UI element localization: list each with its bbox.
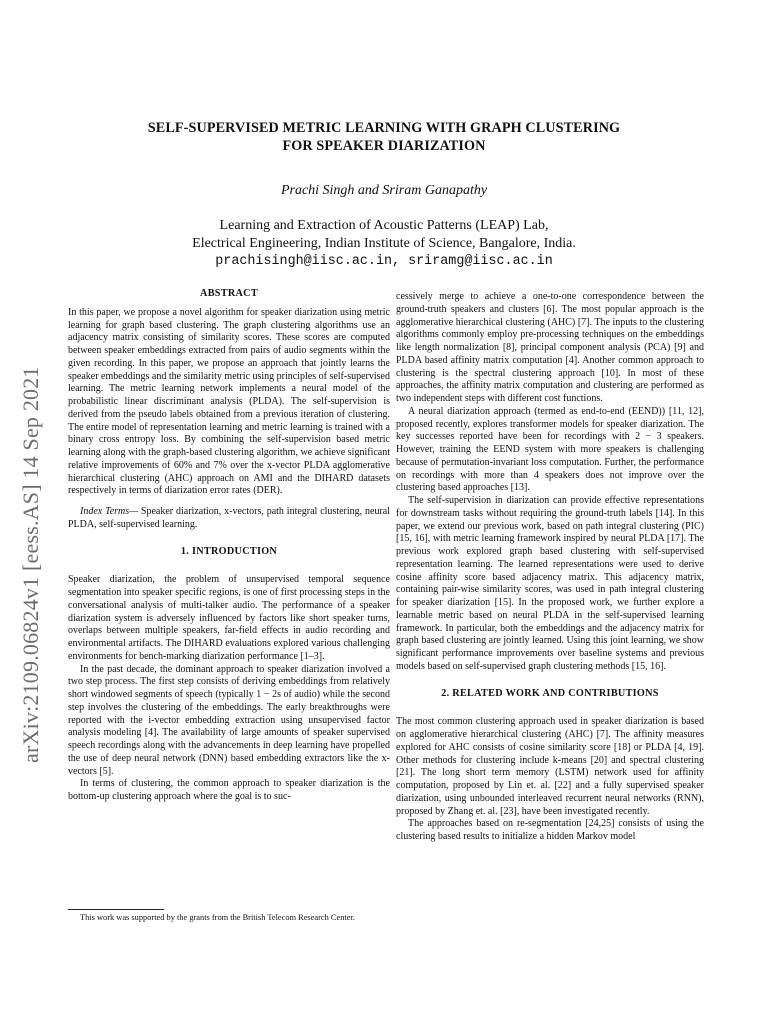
footnote: This work was supported by the grants from the British Telecom Research Center.: [80, 913, 355, 922]
right-column: [396, 291, 704, 844]
index-terms: [68, 506, 390, 532]
title-line: SELF-SUPERVISED METRIC LEARNING WITH GRAPH CLUSTERING: [147, 120, 621, 136]
paper-header: [60, 120, 708, 271]
affiliation-line: Electrical Engineering, Indian Institute of Science, Bangalore, India.: [192, 236, 576, 251]
footnote-divider: [68, 909, 164, 910]
abstract-text: In this paper, we propose a novel algorithm for speaker diarization using metric learning for graph based clustering. The graph clustering algorithms use an adjacency matrix consisting of similarity scores. These scores are computed between speaker embeddings extracted from pairs of audio segments within the given recording. In this paper, we propose an approach that jointly learns the speaker embeddings and the similarity metric using principles of self-supervised learning. The metric learning network implements a neural model of the probabilistic linear discriminant analysis (PLDA). The self-supervision is derived from the pseudo labels obtained from a previous iteration of clustering. The entire model of representation learning and metric learning is trained with a binary cross entropy loss. By combining the self-supervision based metric learning along with the graph-based clustering algorithm, we achieve significant relative improvements of 60% and 7% over the x-vector PLDA agglomerative hierarchical clustering (AHC) approach on AMI and the DIHARD datasets respectively in terms of diarization error rates (DER).: [68, 306, 390, 497]
affiliation-line: Learning and Extraction of Acoustic Patterns (LEAP) Lab,: [219, 218, 549, 233]
body-paragraph: A neural diarization approach (termed as end-to-end (EEND)) [11, 12], proposed recently, explores transformer models for speaker diarization. The key successes reported have been for recordings with 2 − 3 speakers. However, training the EEND system with more speakers is challenging because of permutation-invariant loss computation. Further, the performance on recordings with more than 4 speakers does not improve over the clustering based approaches [13].: [396, 405, 704, 494]
intro-paragraph: Speaker diarization, the problem of unsupervised temporal sequence segmentation into speaker specific regions, is one of first processing steps in the conversational analysis of multi-talker audio. The performance of a speaker diarization system is adversely influenced by factors like short speaker turns, overlaps between multiple speakers, far-field effects in audio recording and environmental artifacts. The DIHARD evaluations explored various challenging environments for bench-marking diarization performance [1–3].: [68, 574, 390, 662]
introduction-heading: 1. INTRODUCTION: [180, 545, 278, 557]
author-emails: prachisingh@iisc.ac.in, sriramg@iisc.ac.in: [215, 254, 553, 269]
arxiv-identifier-stamp: [10, 268, 46, 768]
paper-title: [60, 120, 708, 155]
related-work-heading: 2. RELATED WORK AND CONTRIBUTIONS: [441, 687, 659, 699]
author-list: Prachi Singh and Sriram Ganapathy: [280, 183, 488, 198]
arxiv-id-text: arXiv:2109.06824v1 [eess.AS] 14 Sep 2021: [18, 366, 43, 763]
intro-paragraph: In the past decade, the dominant approach to speaker diarization involved a two step process. The first step consists of deriving embeddings from relatively short windowed segments of speech (typically 1 − 2s of audio) while the second step involves the clustering of the embeddings. The early breakthroughs were reported with the i-vector embedding extraction using unsupervised factor analysis modeling [4]. The availability of large amounts of speaker supervised speech recordings along with the advancements in deep learning have propelled the use of deep neural network (DNN) based embedding extractors like the x-vectors [5].: [68, 663, 390, 777]
title-line: FOR SPEAKER DIARIZATION: [282, 137, 486, 154]
index-terms-text: Speaker diarization, x-vectors, path integral clustering, neural PLDA, self-supervised learning.: [68, 506, 390, 530]
body-paragraph: The self-supervision in diarization can provide effective representations for downstream tasks without requiring the ground-truth labels [14]. In this paper, we extend our previous work, based on path integral clustering (PIC) [15, 16], with metric learning framework inspired by neural PLDA [17]. The previous work explored graph based clustering with self-supervised representation learning. The learned representations were used to derive cosine affinity score based adjacency matrix. This adjacency matrix, containing pair-wise similarity scores, was used in path integral clustering for speaker diarization [15]. In the proposed work, we further explore a learnable metric based on neural PLDA in the self-supervised learning framework. In particular, both the embeddings and the adjacency matrix for graph based clustering are jointly learned. Using this joint learning, we show significant performance improvements over baseline systems and previous models based on self-supervised graph clustering methods [15, 16].: [396, 495, 704, 672]
index-terms-label: Index Terms—: [80, 506, 139, 517]
intro-paragraph: In terms of clustering, the common approach to speaker diarization is the bottom-up clustering approach where the goal is to suc-: [68, 778, 390, 802]
body-paragraph: cessively merge to achieve a one-to-one correspondence between the ground-truth speakers and clusters [6]. The most popular approach is the agglomerative hierarchical clustering (AHC) [7]. The inputs to the clustering algorithms commonly employ pre-processing techniques on the embeddings like length normalization [8], principal component analysis (PCA) [9] and PLDA based affinity matrix computation [4]. Another common approach to clustering is the spectral clustering approach [10]. In most of these approaches, the affinity matrix computation and clustering are performed as two independent steps with different cost functions.: [396, 291, 704, 404]
abstract-heading: ABSTRACT: [200, 288, 258, 299]
affiliation: [60, 217, 708, 271]
related-paragraph: The most common clustering approach used in speaker diarization is based on agglomerative hierarchical clustering (AHC) [7]. The affinity measures explored for AHC consists of cosine similarity score [18] or PLDA [4, 19]. Other methods for clustering include k-means [20] and spectral clustering [21]. The long short term memory (LSTM) network used for affinity computation, proposed by Lin et. al. [22] and a fully supervised speaker diarization, using unbounded interleaved recurrent neural networks (RNN), proposed by Zhang et. al. [23], have been investigated recently.: [396, 716, 704, 817]
left-column: [68, 288, 390, 804]
related-paragraph: The approaches based on re-segmentation [24,25] consists of using the clustering based results to initialize a hidden Markov model: [396, 818, 704, 842]
